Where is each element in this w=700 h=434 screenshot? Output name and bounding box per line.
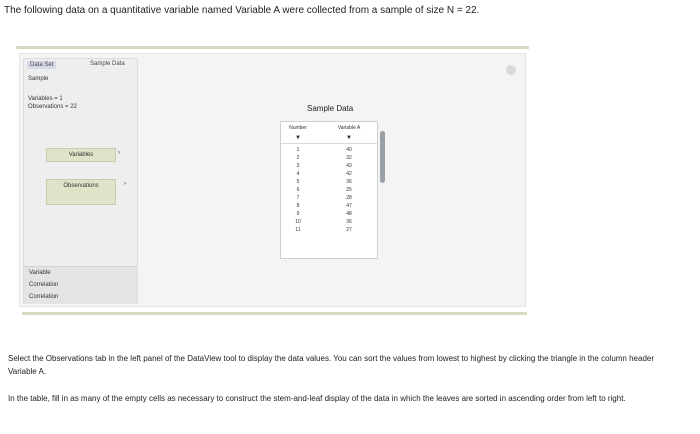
header-divider xyxy=(281,143,377,144)
table-cell: 3 xyxy=(296,163,300,169)
intro-text: The following data on a quantitative variable named Variable A were collected from a sample of size N = 22. xyxy=(4,5,480,16)
table-cell: 36 xyxy=(346,179,352,185)
table-cell: 11 xyxy=(295,227,301,233)
observations-arrow-icon: › xyxy=(124,181,126,187)
variables-arrow-icon: › xyxy=(118,150,120,156)
tab-sample-data[interactable]: Sample Data xyxy=(90,61,125,67)
correlation-link-1[interactable]: Correlation xyxy=(29,282,59,288)
table-scrollbar[interactable] xyxy=(380,131,385,183)
table-cell: 42 xyxy=(346,171,352,177)
table-cell: 6 xyxy=(296,187,300,193)
table-cell: 43 xyxy=(346,163,352,169)
table-cell: 48 xyxy=(346,211,352,217)
bottom-divider xyxy=(22,312,527,315)
table-cell: 28 xyxy=(346,195,352,201)
sort-variable-a-icon[interactable]: ▼ xyxy=(346,135,352,141)
table-cell: 40 xyxy=(346,147,352,153)
observations-count: Observations = 22 xyxy=(28,104,77,110)
table-cell: 9 xyxy=(296,211,300,217)
instruction-paragraph-1: Select the Observations tab in the left panel of the DataView tool to display the data values. You can sort the values from lowest to highest by clicking the triangle in the column header Variable A. xyxy=(8,354,655,376)
observations-button[interactable]: Observations xyxy=(46,179,116,205)
correlation-link-2[interactable]: Correlation xyxy=(29,294,59,300)
table-cell: 7 xyxy=(296,195,300,201)
table-cell: 47 xyxy=(346,203,352,209)
sort-number-icon[interactable]: ▼ xyxy=(295,135,301,141)
table-cell: 4 xyxy=(296,171,300,177)
table-cell: 2 xyxy=(296,155,300,161)
variable-link[interactable]: Variable xyxy=(29,270,51,276)
variables-button[interactable]: Variables xyxy=(46,148,116,162)
table-cell: 8 xyxy=(296,203,300,209)
sample-data-table xyxy=(280,121,378,259)
table-cell: 1 xyxy=(296,147,300,153)
table-cell: 10 xyxy=(295,219,301,225)
table-cell: 27 xyxy=(346,227,352,233)
table-cell: 36 xyxy=(346,219,352,225)
sample-label: Sample xyxy=(28,76,49,82)
table-cell: 32 xyxy=(346,155,352,161)
instruction-paragraph-2: In the table, fill in as many of the empty cells as necessary to construct the stem-and-leaf display of the data in which the leaves are sorted in ascending order from left to right. xyxy=(8,394,626,403)
sample-data-title: Sample Data xyxy=(307,104,354,113)
left-panel-footer xyxy=(24,266,137,304)
tab-data-set[interactable]: Data Set xyxy=(27,61,56,69)
header-variable-a[interactable]: Variable A xyxy=(337,125,361,131)
header-number[interactable]: Number xyxy=(289,125,307,131)
panel-tabs xyxy=(24,59,137,72)
window-dot-icon[interactable] xyxy=(506,65,516,75)
table-cell: 5 xyxy=(296,179,300,185)
left-panel xyxy=(23,58,138,304)
table-cell: 25 xyxy=(346,187,352,193)
top-divider xyxy=(16,46,529,49)
variables-count: Variables = 1 xyxy=(28,96,63,102)
dataview-tool xyxy=(19,53,526,307)
